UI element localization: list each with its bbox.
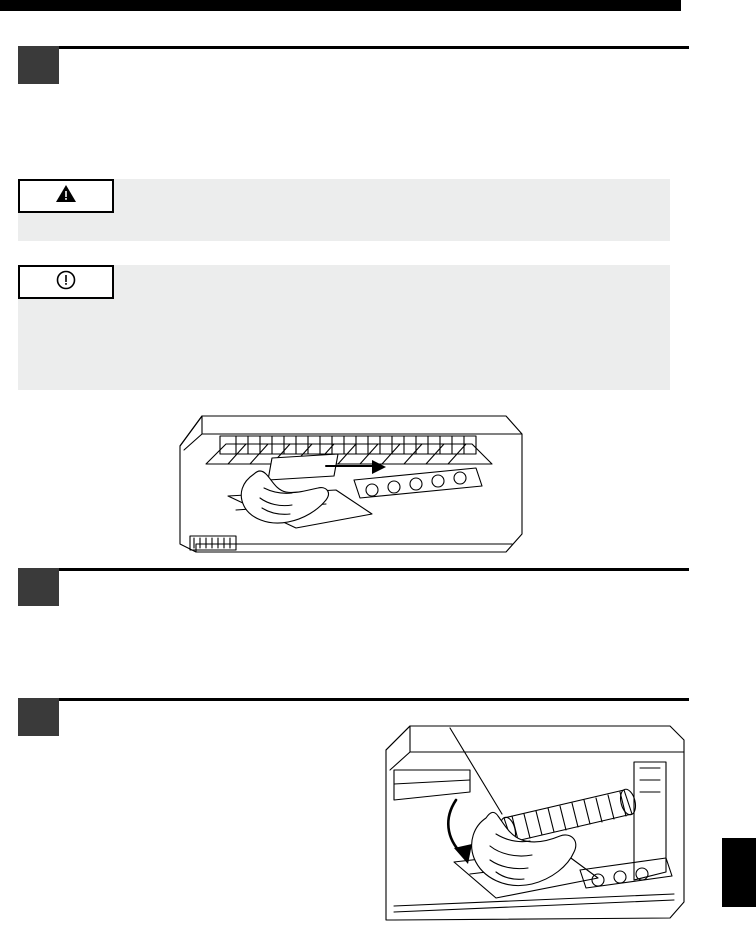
warning-notice-label [18,179,114,213]
warning-notice [18,179,670,241]
caution-notice-label [18,265,114,299]
step-rule-3 [59,698,689,701]
warning-triangle-icon [55,184,77,208]
step-rule-2 [59,568,689,571]
page-header-band [0,0,681,11]
printer-fuser-lever-rotation-illustration [384,722,694,922]
caution-notice [18,265,670,390]
step-number-3 [18,698,59,736]
caution-exclamation-icon [56,270,76,295]
page-thumb-tab [722,838,756,907]
step-number-1 [18,46,59,84]
step-rule-1 [59,46,689,49]
step-number-2 [18,568,59,606]
printer-interior-paper-removal-illustration [176,410,526,558]
